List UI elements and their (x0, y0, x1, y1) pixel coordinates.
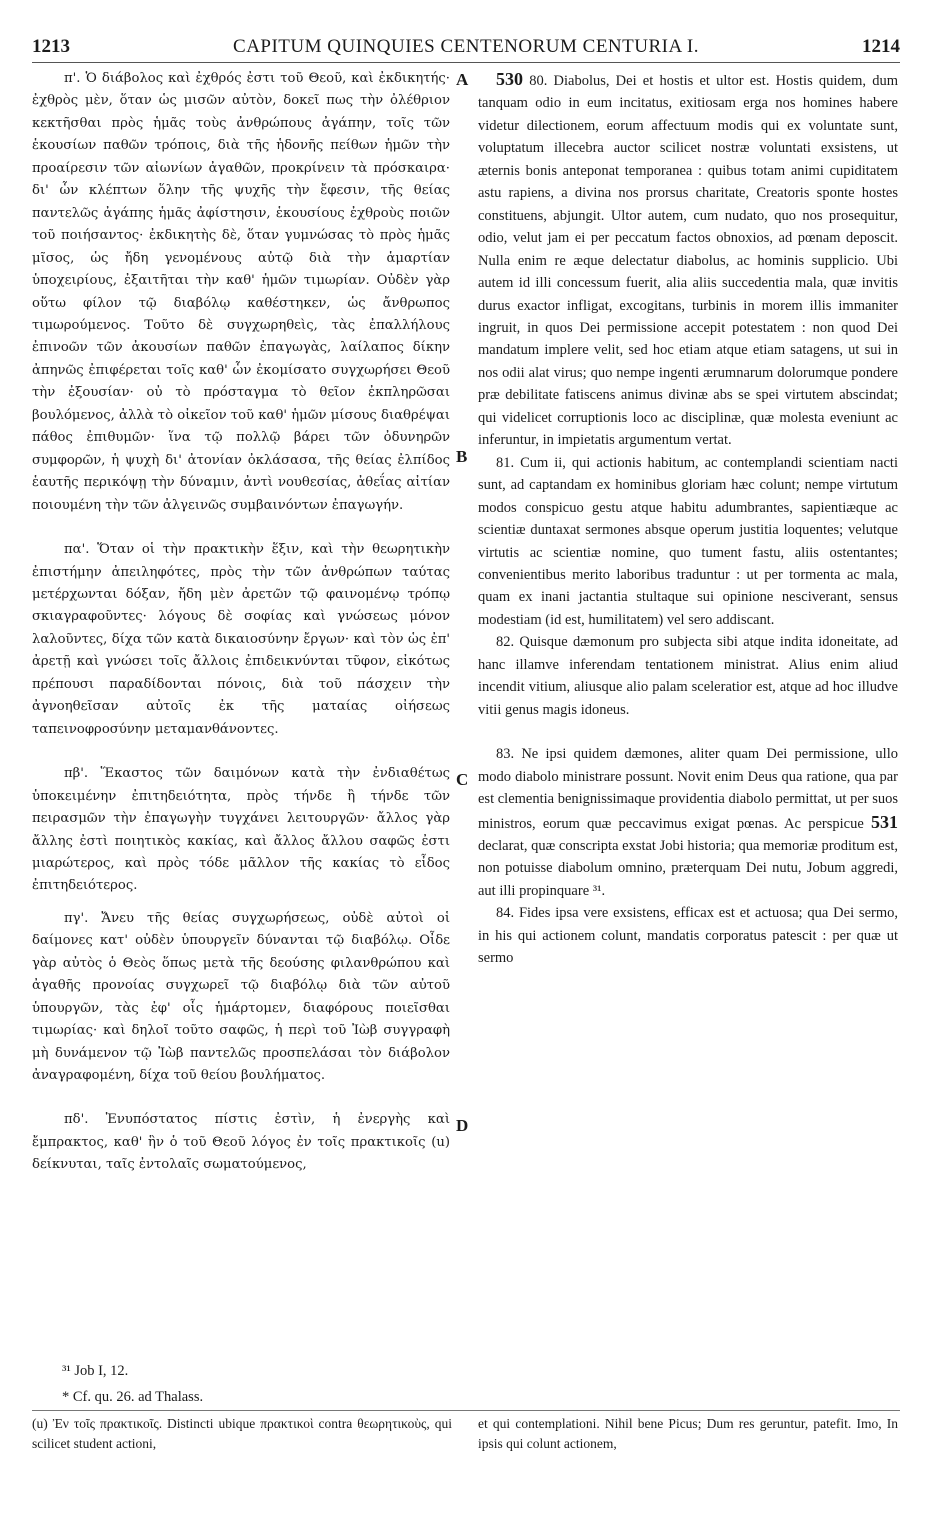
latin-paragraph-80 (478, 68, 898, 452)
header-rule (32, 62, 900, 63)
footnote-31: ³¹ Job I, 12. (62, 1363, 129, 1379)
margin-letter-a: A (456, 70, 469, 89)
greek-paragraph-81: πα'. Ὅταν οἱ τὴν πρακτικὴν ἕξιν, καὶ τὴν θεωρητικὴν ἐπιστήμην ἀπειληφότες, πρὸς τὴν τῶν ἀνθρώπων ταύτας μετέρχωνται δόξαν, ἤδη μὲν ἀρετῶν τῷ φαινομένῳ τρόπῳ σκιαγραφοῦντες· λόγους δὲ σοφίας καὶ γνώσεως μόνον λαλοῦντες, δίχα τῶν κατὰ δικαιοσύνην ἔργων· καὶ τὸν ὡς ἐπ' ἀρετῇ καὶ γνώσει τοῖς ἄλλοις ἐπιδεικνύνται τῦφον, εἰκότως πρέπουσι παραδίδονται πόνοις, διὰ τοῦ πάσχειν τὴν ἀγνοηθεῖσαν αὐτοῖς ἐκ τῆς ματαίας οἰήσεως ταπεινοφροσύνην μεταμανθάνοντες. (32, 542, 450, 737)
latin-paragraph-83-text-a: 83. Ne ipsi quidem dæmones, aliter quam Dei permissione, ullo modo diabolo ministrare possunt. Novit enim Deus qua ratione, qua par est clementia benignissimaque providentia diabolo permittat, ut per suos ministros, eorum quæ peccavimus exigat pœnas. Ac perspicue (478, 746, 898, 832)
footnote-u-right: et qui contemplationi. Nihil bene Picus; Dum res geruntur, patefit. Imo, In ipsis qui colunt actionem, (478, 1416, 898, 1451)
latin-column (478, 68, 898, 970)
greek-paragraph-80: π'. Ὁ διάβολος καὶ ἐχθρός ἐστι τοῦ Θεοῦ, καὶ ἐκδικητής· ἐχθρὸς μὲν, ὅταν ὡς μισῶν αὐτὸν, δοκεῖ πως τὴν ὀλέθριον κεκτῆσθαι πρὸς ἡμᾶς τοὺς ἀνθρώπους ἀγάπην, τοῖς τῶν ἑκουσίων παθῶν τρόποις, διὰ τῆς ἡδονῆς πείθων ἡμῶν τὴν προαίρεσιν τῶν αἰωνίων ἀγαθῶν, προκρίνειν τὰ πρόσκαιρα· δι' ὧν κλέπτων ὅλην τῆς ψυχῆς τὴν ἔφεσιν, τῆς θείας παντελῶς ἀγάπης ἡμᾶς ἀφίστησιν, ἑκουσίους ἐχθροὺς ποιῶν τοῦ ποιήσαντος· ἐκδικητὴς δὲ, ὅταν γυμνώσας τὸ πρὸς ἡμᾶς μῖσος, ὡς ἤδη γενομένους αὐτῷ διὰ τὴν ἁμαρτίαν ὑποχειρίους, ἐξαιτῆται τὴν καθ' ἡμῶν τιμωρίαν. Οὐδὲν γὰρ οὕτω φίλον τῷ διαβόλῳ καθέστηκεν, ὡς ἄνθρωπος τιμωρούμενος. Τοῦτο δὲ συγχωρηθεὶς, τὰς ἐπαλλήλους ἐπινοῶν τῶν ἀκουσίων παθῶν ἐπαγωγὰς, λαίλαπος δίκην ἀπηνῶς ἐπιφέρεται τοῖς καθ' ὧν ἐκομίσατο συγχωρήσει Θεοῦ τὴν ἐξουσίαν· οὐ τὸ πρόσταγμα τὸ θεῖον ἐκπληρῶσαι βουλόμενος, ἀλλὰ τὸ οἰκεῖον τοῦ καθ' ἡμῶν μίσους διαθρέψαι πάθος ἐπιθυμῶν· ἵνα τῷ πολλῷ βάρει τῶν ὀδυνηρῶν συμφορῶν, ἡ ψυχὴ δι' ἀτονίαν ὀκλάσασα, τῆς θείας ἐλπίδος ἑαυτῆς περικόψῃ τὴν δύναμιν, ἀντὶ νουθεσίας, ἀθεΐας αἰτίαν ποιουμένη τὴν τῶν ἀλγεινῶς συμβαινόντων ἐπαγωγήν. (32, 71, 450, 513)
latin-paragraph-84: 84. Fides ipsa vere exsistens, efficax est et actuosa; qua Dei sermo, in his qui actionem colunt, mandatis corporatus patescit : per quæ ut sermo (478, 905, 898, 967)
margin-letter-d: D (456, 1116, 469, 1135)
latin-paragraph-81: 81. Cum ii, qui actionis habitum, ac contemplandi scientiam nacti sunt, ad captandam ex hominibus gloriam hæc colunt; nempe virtutum modos conspicuo gestu atque habitu adumbrantes, sapientiæque ac scientiæ duntaxat sermones absque operum justitia loquentes; velutque virtutis ac scientiæ nomine, quo tument fastu, aliis ostentantes; convenientibus merito laboribus traduntur : ut per tormenta ac mala, quam ex inani jactantia stultaque sui opinione nesciverant, sensus modestiam (id est, humilitatem) vel sero addiscant. (478, 454, 898, 628)
column-marker-531: 531 (871, 811, 898, 832)
left-column-number: 1213 (32, 36, 70, 57)
footnote-rule (32, 1410, 900, 1411)
column-marker-530: 530 (496, 69, 523, 89)
footnote-u-left: (u) Ἐν τοῖς πρακτικοῖς. Distincti ubique πρακτικοὶ contra θεωρητικοὺς, qui scilicet student actioni, (32, 1416, 452, 1451)
greek-paragraph-82: πβ'. Ἕκαστος τῶν δαιμόνων κατὰ τὴν ἐνδιαθέτως ὑποκειμένην ἐπιτηδειότητα, πρὸς τήνδε ἢ τήνδε τῶν πειρασμῶν τὴν ἐπαγωγὴν τυγχάνει λειτουργῶν· ἄλλος γὰρ ἄλλης ἐστὶ ποιητικὸς κακίας, καὶ ἄλλος ἄλλου σαφῶς ἐστι μιαρώτερος, καὶ πρὸς τόδε μᾶλλον τῆς κακίας τὸ εἶδος ἐπιτηδειότερος. (32, 766, 450, 894)
footnotes-top (62, 1358, 203, 1410)
latin-paragraph-82: 82. Quisque dæmonum pro subjecta sibi atque indita idoneitate, ad hanc illamve inferendam tentationem ministrat. Alius enim aliud incendit vitium, aliusque alio palam sceleratior est, atque ad hoc illudve vitii genus magis idoneus. (478, 634, 898, 718)
greek-column (32, 68, 450, 1177)
footnote-star: * Cf. qu. 26. ad Thalass. (62, 1389, 204, 1405)
greek-paragraph-83: πγ'. Ἄνευ τῆς θείας συγχωρήσεως, οὐδὲ αὐτοὶ οἱ δαίμονες κατ' οὐδὲν ὑπουργεῖν δύνανται τῷ διαβόλῳ. Οἶδε γὰρ αὐτὸς ὁ Θεὸς ὅπως μετὰ τῆς δεούσης φιλανθρώπου καὶ ἀγαθῆς προνοίας συγχωρεῖ τῷ διαβόλῳ διὰ τῶν αὐτοῦ ὑπουργῶν, τὰς ἐφ' οἷς ἡμάρτομεν, διαφόρους ποιεῖσθαι τιμωρίας· καὶ δηλοῖ τοῦτο σαφῶς, ἡ περὶ τοῦ Ἰὼβ συγγραφὴ μὴ δυνάμενον τῷ Ἰὼβ παντελῶς προσπελάσαι τὸν διάβολον ἀναγραφομένη, δίχα τοῦ θείου βουλήματος. (32, 910, 450, 1084)
margin-letter-c: C (456, 770, 469, 789)
right-column-number: 1214 (862, 36, 900, 57)
latin-paragraph-83 (478, 743, 898, 902)
running-title: CAPITUM QUINQUIES CENTENORUM CENTURIA I. (233, 36, 699, 57)
latin-paragraph-80-text: 80. Diabolus, Dei et hostis et ultor est. Hostis quidem, dum tanquam odio in eum incitatus, exitiosam erga nos homines habere videtur dilectionem, eorum affectuum modis qui ex voluntate sunt, voluptatum illecebra auctor scilicet nostræ voluntati exsistens, ut æternis bonis anteponat temporanea : quibus totam animi cupiditatem astu rapiens, a divina nos prorsus charitate, Creatoris sponte hostes constituens, abjungit. Ultor autem, cum nudato, quo nos prosequitur, odio, velut jam ei per peccatum factos obnoxios, ad pœnam deposcit. Nulla enim re æque delectatur diabolus, ac hominis supplicio. Ubi autem id illi concessum fuerit, alia aliis succedentia mala, quæ invitis durus exactor infligat, excogitans, turbinis in morem illis immaniter ingruit, in quos Dei permissione accepit potestatem : non quod Dei mandatum implere velit, sed hoc etiam atque etiam satagens, ut sui in nos odii alat virus; quo nempe ingenti ærumnarum dolorumque pondere præ debilitate fatiscens animus divinæ abs se spei virtutem abscindat; qui videlicet corruptionis loco ac disciplinæ, quæ molesta eveniunt ac inferuntur, in impietatis argumentum vertat. (478, 73, 898, 449)
greek-paragraph-84: πδ'. Ἐνυπόστατος πίστις ἐστὶν, ἡ ἐνεργὴς καὶ ἔμπρακτος, καθ' ἣν ὁ τοῦ Θεοῦ λόγος ἐν τοῖς πρακτικοῖς (u) δείκνυται, ταῖς ἐντολαῖς σωματούμενος, (32, 1112, 450, 1173)
latin-paragraph-83-text-b: declarat, quæ conscripta exstat Jobi historia; qua memoriæ proditum est, non potuisse diabolum omnino, præterquam Dei nutu, Jobum aggredi, aut illi propinquare ³¹. (478, 837, 899, 899)
page-header (32, 36, 900, 62)
margin-letter-b: B (456, 447, 468, 466)
